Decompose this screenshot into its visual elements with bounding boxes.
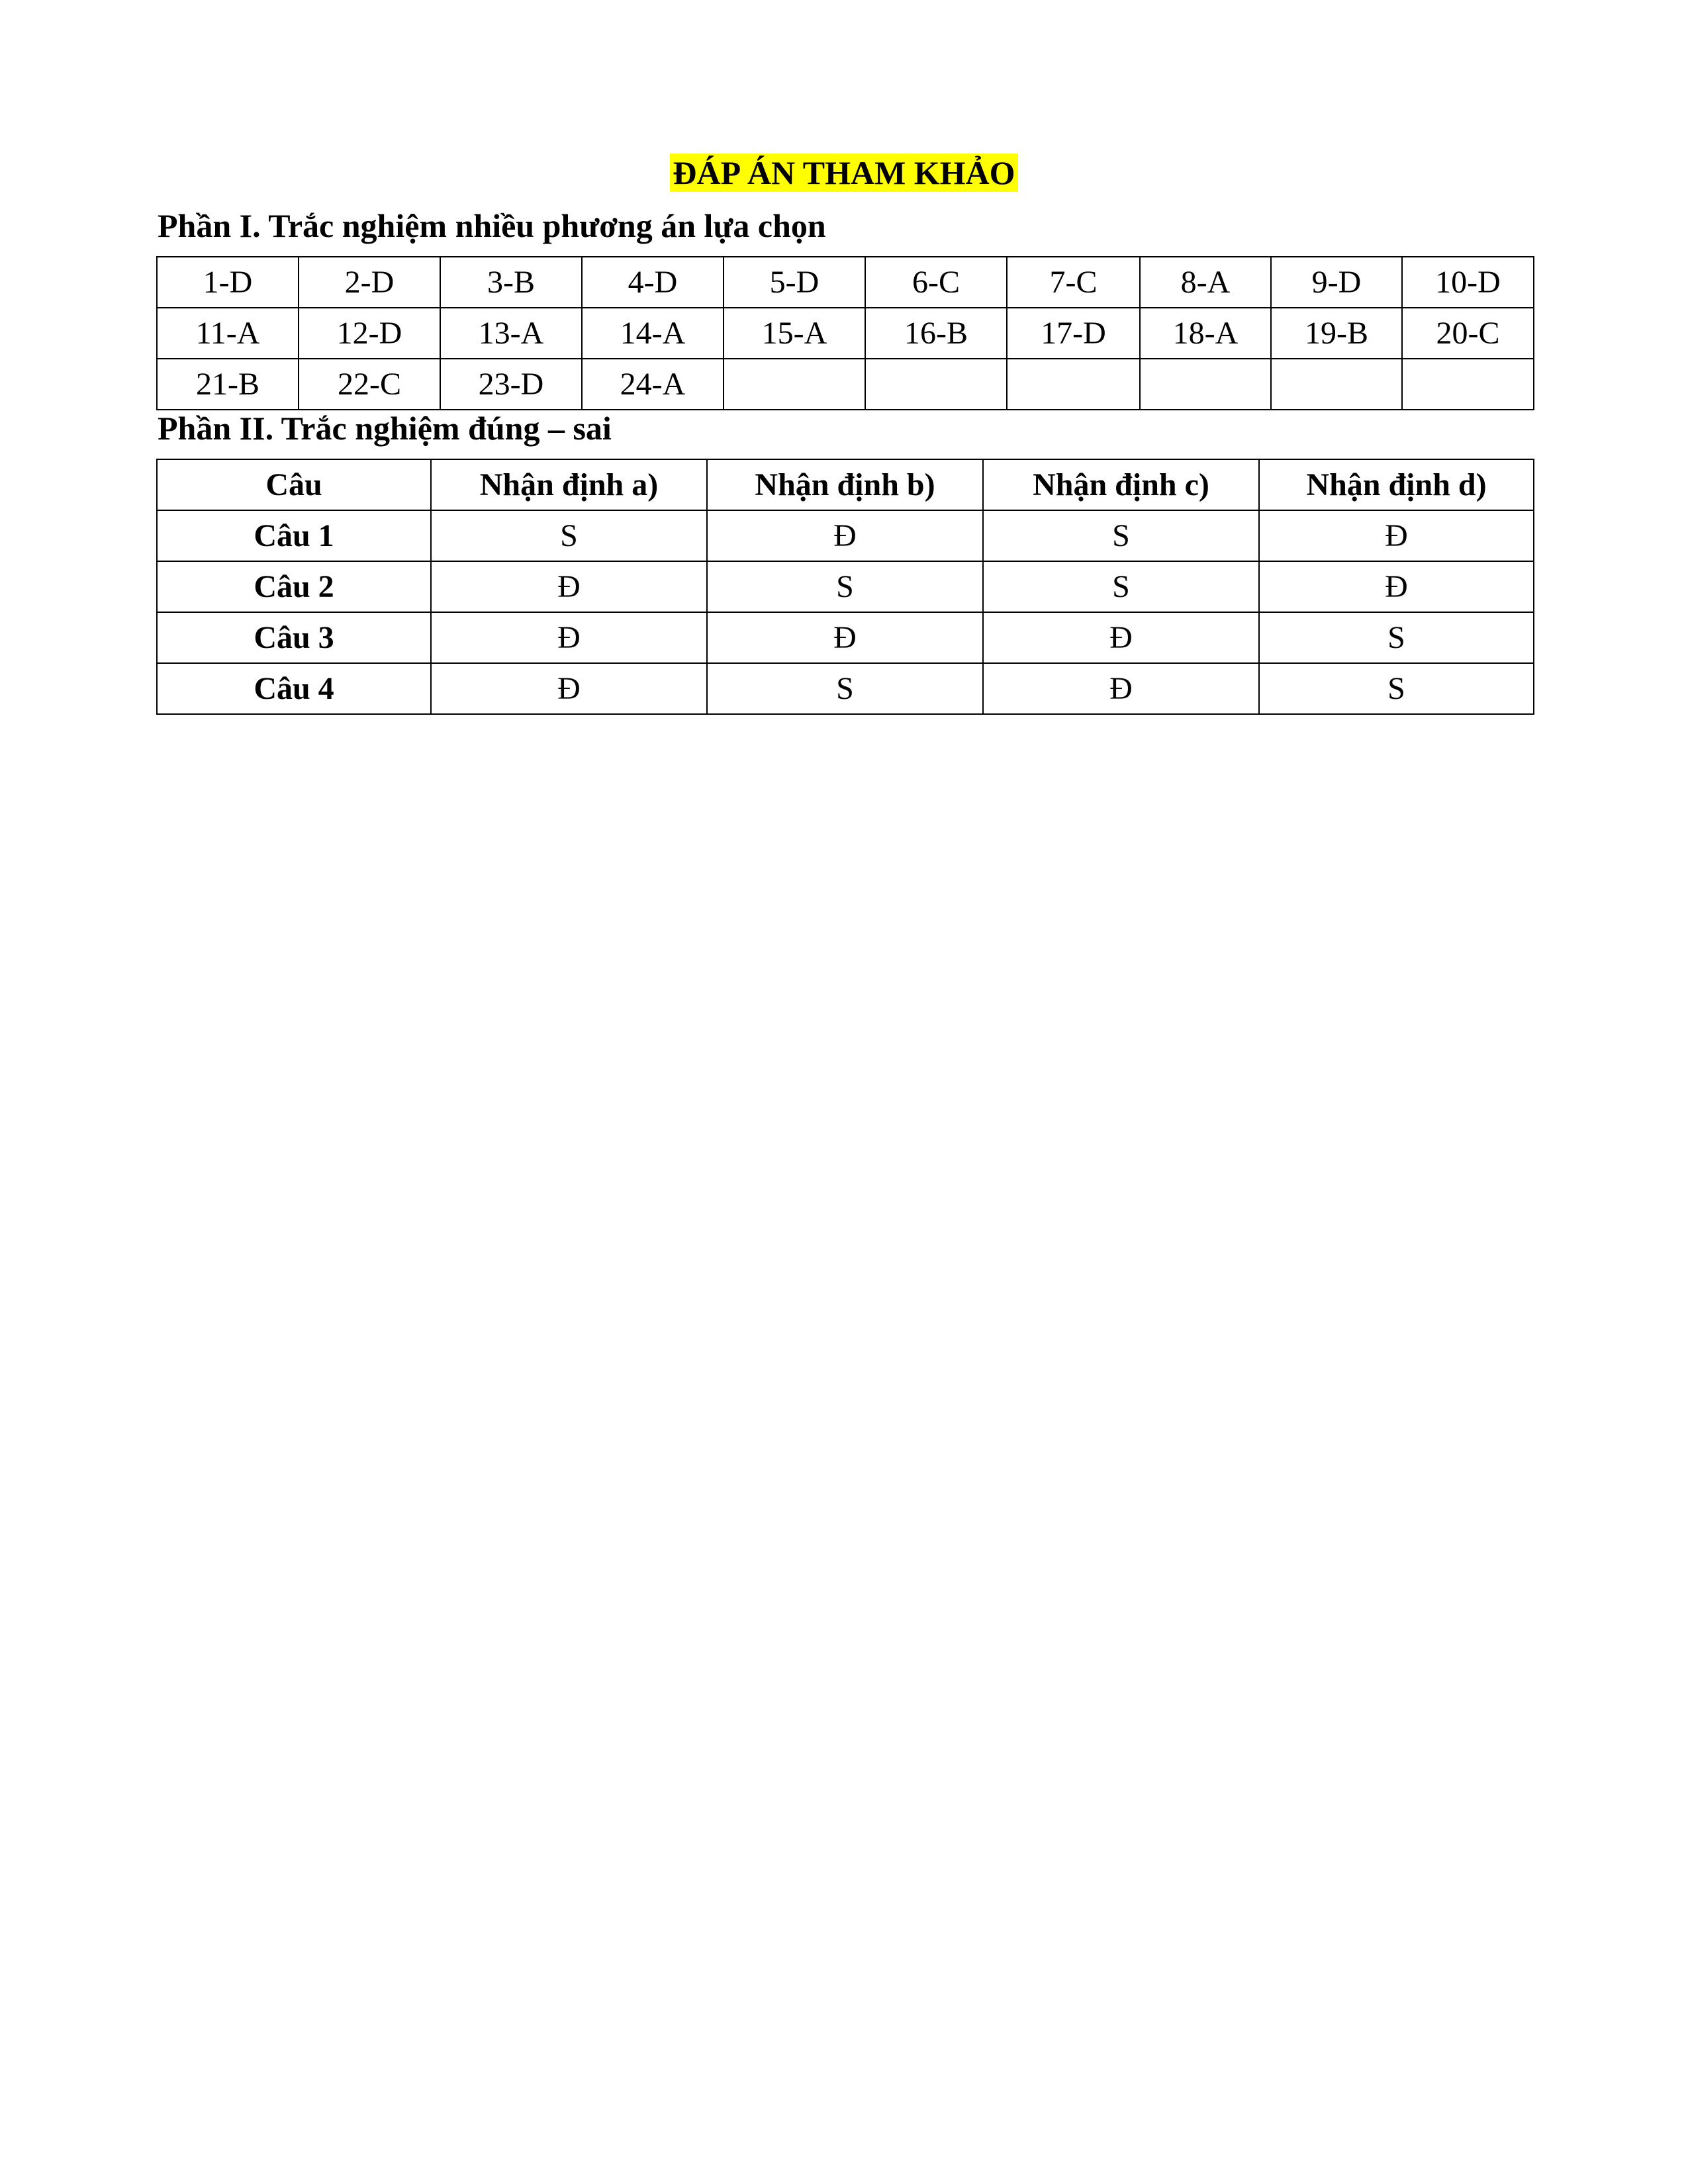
table-row <box>157 257 1534 308</box>
true-false-answer-table <box>156 459 1534 715</box>
answer-cell: Đ <box>983 612 1259 663</box>
answer-cell <box>865 359 1007 410</box>
part-1-heading: Phần I. Trắc nghiệm nhiều phương án lựa chọn <box>158 207 826 244</box>
title-container <box>0 154 1688 192</box>
multiple-choice-answer-table <box>156 256 1534 410</box>
answer-cell: S <box>1259 663 1534 714</box>
column-header: Nhận định c) <box>983 459 1259 510</box>
answer-cell: 12-D <box>299 308 440 359</box>
table-row <box>157 510 1534 561</box>
page-title: ĐÁP ÁN THAM KHẢO <box>670 154 1017 192</box>
answer-cell: 13-A <box>440 308 582 359</box>
answer-cell: 19-B <box>1271 308 1402 359</box>
true-false-header-row <box>157 459 1534 510</box>
answer-cell: Đ <box>1259 561 1534 612</box>
answer-cell: 14-A <box>582 308 724 359</box>
true-false-table-body <box>157 510 1534 714</box>
answer-cell <box>1140 359 1271 410</box>
answer-cell: 16-B <box>865 308 1007 359</box>
multiple-choice-table-body <box>157 257 1534 410</box>
table-row <box>157 308 1534 359</box>
answer-cell <box>724 359 865 410</box>
table-row <box>157 561 1534 612</box>
answer-cell: Đ <box>431 612 707 663</box>
table-row <box>157 663 1534 714</box>
answer-cell: Đ <box>431 663 707 714</box>
answer-cell: 22-C <box>299 359 440 410</box>
answer-cell: Đ <box>431 561 707 612</box>
answer-cell <box>1007 359 1140 410</box>
question-label: Câu 2 <box>157 561 431 612</box>
column-header: Nhận định d) <box>1259 459 1534 510</box>
answer-cell: S <box>431 510 707 561</box>
column-header: Câu <box>157 459 431 510</box>
answer-cell: 24-A <box>582 359 724 410</box>
question-label: Câu 3 <box>157 612 431 663</box>
question-label: Câu 1 <box>157 510 431 561</box>
answer-cell: 15-A <box>724 308 865 359</box>
answer-cell: 1-D <box>157 257 299 308</box>
answer-cell: 10-D <box>1402 257 1534 308</box>
answer-cell: 4-D <box>582 257 724 308</box>
answer-cell: Đ <box>707 510 983 561</box>
column-header: Nhận định b) <box>707 459 983 510</box>
table-row <box>157 359 1534 410</box>
answer-cell: S <box>983 510 1259 561</box>
answer-cell: 21-B <box>157 359 299 410</box>
answer-cell: S <box>1259 612 1534 663</box>
question-label: Câu 4 <box>157 663 431 714</box>
answer-cell: Đ <box>1259 510 1534 561</box>
answer-cell: Đ <box>707 612 983 663</box>
answer-cell: Đ <box>983 663 1259 714</box>
table-row <box>157 612 1534 663</box>
part-2-heading: Phần II. Trắc nghiệm đúng – sai <box>158 410 612 447</box>
answer-cell: 8-A <box>1140 257 1271 308</box>
answer-cell: 18-A <box>1140 308 1271 359</box>
answer-cell: 20-C <box>1402 308 1534 359</box>
answer-cell <box>1271 359 1402 410</box>
answer-cell: 6-C <box>865 257 1007 308</box>
answer-cell: 5-D <box>724 257 865 308</box>
answer-cell: S <box>707 663 983 714</box>
answer-cell: 3-B <box>440 257 582 308</box>
answer-cell <box>1402 359 1534 410</box>
answer-cell: S <box>707 561 983 612</box>
column-header: Nhận định a) <box>431 459 707 510</box>
answer-cell: 9-D <box>1271 257 1402 308</box>
answer-cell: 7-C <box>1007 257 1140 308</box>
answer-cell: S <box>983 561 1259 612</box>
answer-cell: 17-D <box>1007 308 1140 359</box>
answer-cell: 11-A <box>157 308 299 359</box>
answer-cell: 2-D <box>299 257 440 308</box>
answer-cell: 23-D <box>440 359 582 410</box>
